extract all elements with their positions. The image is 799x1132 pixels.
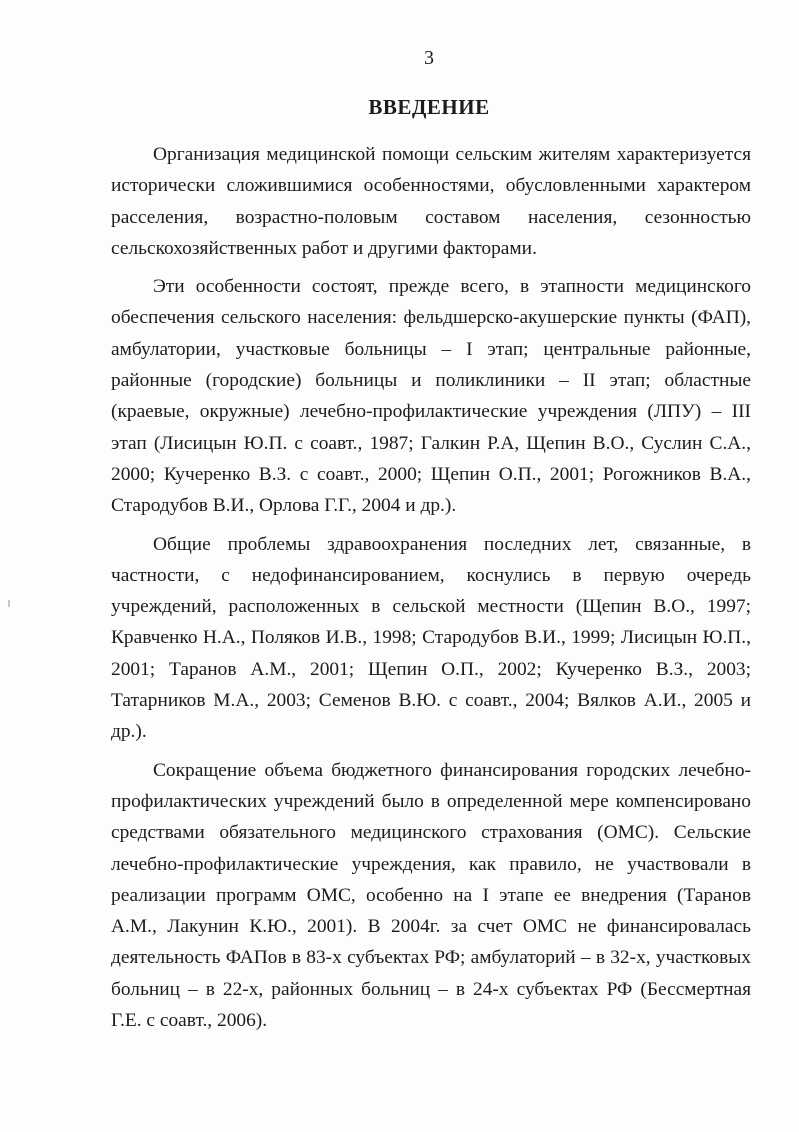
paragraph-1: Организация медицинской помощи сельским жителям характеризуется исторически сложившимися особенностями, обусловленными характером расселения, возрастно-половым составом населения, сезонностью сельскохозяйственных работ и другими факторами. bbox=[111, 144, 751, 259]
paragraph-3: Общие проблемы здравоохранения последних лет, связанные, в частности, с недофинансированием, коснулись в первую очередь учреждений, расположенных в сельской местности (Щепин В.О., 1997; Кравченко Н.А., Поляков И.В., 1998; Стародубов В.И., 1999; Лисицын Ю.П., 2001; Таранов А.М., 2001; Щепин О.П., 2002; Кучеренко В.З., 2003; Татарников М.А., 2003; Семенов В.Ю. с соавт., 2004; Вялков А.И., 2005 и др.). bbox=[111, 533, 751, 743]
section-heading: ВВЕДЕНИЕ bbox=[368, 95, 490, 119]
paragraph-4: Сокращение объема бюджетного финансирования городских лечебно-профилактических учреждений было в определенной мере компенсировано средствами обязательного медицинского страхования (ОМС). Сельские лечебно-профилактические учреждения, как правило, не участвовали в реализации программ ОМС, особенно на I этапе ее внедрения (Таранов А.М., Лакунин К.Ю., 2001). В 2004г. за счет ОМС не финансировалась деятельность ФАПов в 83-х субъектах РФ; амбулаторий – в 32-х, участковых больниц – в 22-х, районных больниц – в 24-х субъектах РФ (Бессмертная Г.Е. с соавт., 2006). bbox=[111, 759, 751, 1032]
page-number: 3 bbox=[424, 47, 434, 69]
body-text bbox=[111, 139, 751, 1043]
scan-speck bbox=[8, 600, 10, 607]
paragraph-2: Эти особенности состоят, прежде всего, в этапности медицинского обеспечения сельского населения: фельдшерско-акушерские пункты (ФАП), амбулатории, участковые больницы – I этап; центральные районные, районные (городские) больницы и поликлиники – II этап; областные (краевые, окружные) лечебно-профилактические учреждения (ЛПУ) – III этап (Лисицын Ю.П. с соавт., 1987; Галкин Р.А, Щепин В.О., Суслин С.А., 2000; Кучеренко В.З. с соавт., 2000; Щепин О.П., 2001; Рогожников В.А., Стародубов В.И., Орлова Г.Г., 2004 и др.). bbox=[111, 276, 751, 517]
